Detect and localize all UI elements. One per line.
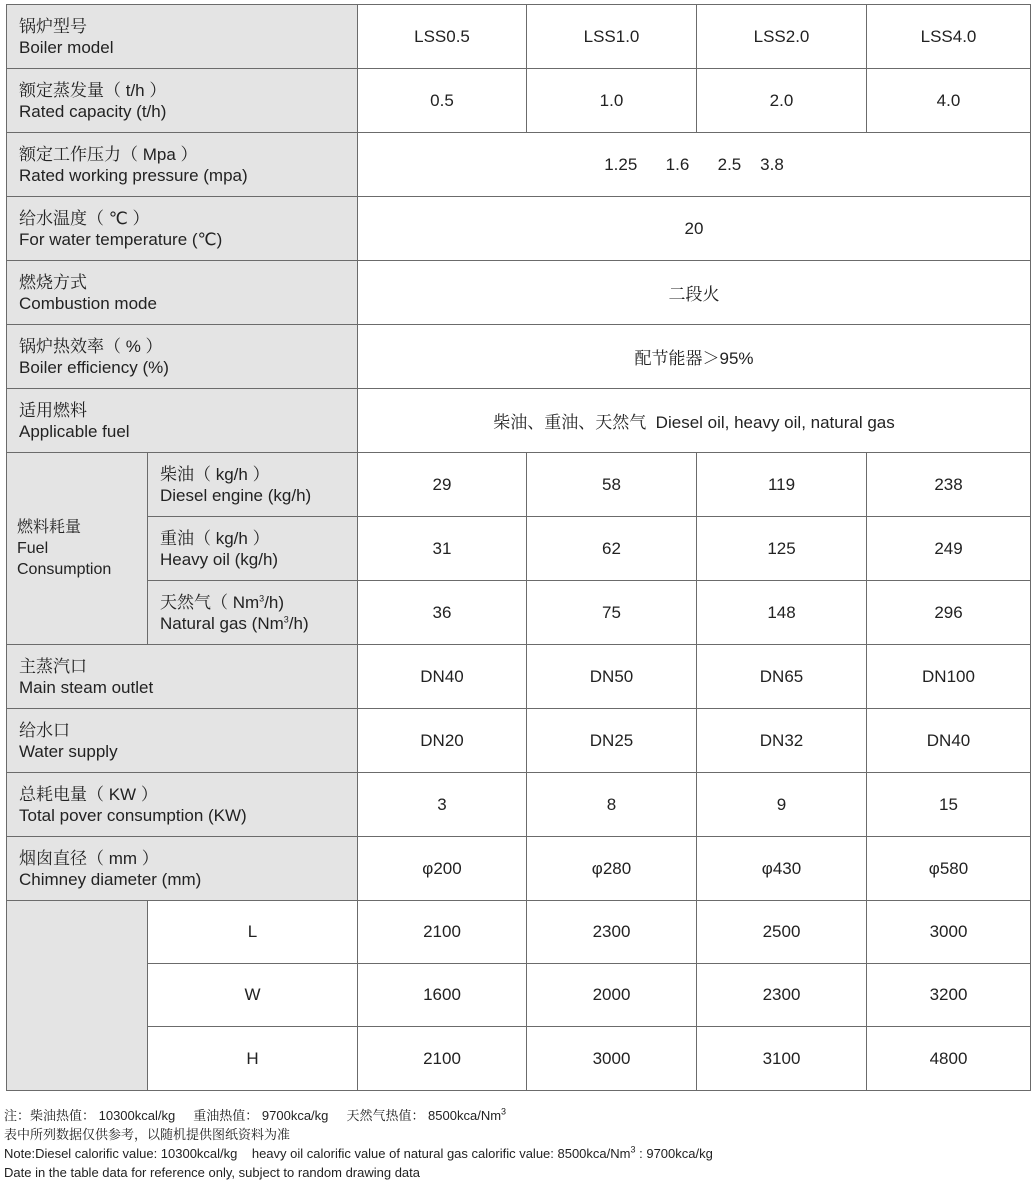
row-water-supply xyxy=(7,709,1031,773)
value-cell: φ580 xyxy=(867,837,1031,901)
value-cell: 3 xyxy=(358,773,527,837)
boiler-spec-table xyxy=(6,4,1031,1091)
sub-label xyxy=(148,453,358,517)
label-en: Consumption xyxy=(17,561,112,578)
label-zh: 额定工作压力（ Mpa ） xyxy=(19,144,198,164)
row-label xyxy=(7,773,358,837)
dimension-label: W xyxy=(148,964,358,1027)
label-zh: 燃料耗量 xyxy=(17,519,82,536)
label-zh: 锅炉热效率（ % ） xyxy=(19,336,163,356)
fuel-value: 柴油、重油、天然气 Diesel oil, heavy oil, natural gas xyxy=(358,389,1031,453)
value-cell: 2100 xyxy=(358,1027,527,1091)
label-zh: 重油（ kg/h ） xyxy=(160,528,270,548)
label-en: Natural gas (Nm$^3$/h) xyxy=(160,613,309,633)
label-zh: 给水温度（ ℃ ） xyxy=(19,208,150,228)
value-cell: 36 xyxy=(358,581,527,645)
value-cell: φ280 xyxy=(527,837,697,901)
label-en: Applicable fuel xyxy=(19,421,130,441)
value-cell: DN100 xyxy=(867,645,1031,709)
value-cell: 2500 xyxy=(697,901,867,964)
label-zh: 柴油（ kg/h ） xyxy=(160,464,270,484)
value-cell: 1.0 xyxy=(527,69,697,133)
row-rated-capacity xyxy=(7,69,1031,133)
value-cell: 2300 xyxy=(527,901,697,964)
row-combustion-mode xyxy=(7,261,1031,325)
label-zh: 给水口 xyxy=(19,720,70,740)
row-chimney-diameter xyxy=(7,837,1031,901)
combustion-value: 二段火 xyxy=(358,261,1031,325)
efficiency-value: 配节能器＞95% xyxy=(358,325,1031,389)
pressure-value: 1.25 1.6 2.5 3.8 xyxy=(358,133,1031,197)
model-cell: LSS0.5 xyxy=(358,5,527,69)
value-cell: 148 xyxy=(697,581,867,645)
note-line-zh-calorific: 注：柴油热值： 10300kcal/kg 重油热值： 9700kca/kg 天然气热值： 8500kca/Nm$^3$ xyxy=(4,1106,507,1123)
value-cell: φ430 xyxy=(697,837,867,901)
row-dimension-w xyxy=(7,964,1031,1027)
value-cell: 15 xyxy=(867,773,1031,837)
value-cell: 3000 xyxy=(867,901,1031,964)
row-label xyxy=(7,389,358,453)
label-en: Combustion mode xyxy=(19,293,157,313)
row-label xyxy=(7,261,358,325)
label-en: Diesel engine (kg/h) xyxy=(160,485,312,505)
label-zh: 额定蒸发量（ t/h ） xyxy=(19,80,167,100)
label-en: Water supply xyxy=(19,741,118,761)
value-cell: 1600 xyxy=(358,964,527,1027)
value-cell: 4800 xyxy=(867,1027,1031,1091)
fuel-consumption-label xyxy=(7,453,148,645)
label-en: Chimney diameter (mm) xyxy=(19,869,202,889)
value-cell: 125 xyxy=(697,517,867,581)
label-zh: 天然气（ Nm$^3$/h) xyxy=(160,592,285,612)
dimension-label: H xyxy=(148,1027,358,1091)
dimension-label: L xyxy=(148,901,358,964)
label-en: Fuel xyxy=(17,540,49,557)
value-cell: 119 xyxy=(697,453,867,517)
row-main-steam-outlet xyxy=(7,645,1031,709)
note-line-en-calorific: Note:Diesel calorific value: 10300kcal/kg heavy oil calorific value of natural gas calorific value: 8500kca/Nm$^3$ : 9700kca/kg xyxy=(4,1144,713,1161)
value-cell: 2100 xyxy=(358,901,527,964)
value-cell: DN40 xyxy=(867,709,1031,773)
value-cell: 29 xyxy=(358,453,527,517)
value-cell: 9 xyxy=(697,773,867,837)
value-cell: 2000 xyxy=(527,964,697,1027)
row-dimension-l xyxy=(7,901,1031,964)
value-cell: DN32 xyxy=(697,709,867,773)
note-line-en-reference: Date in the table data for reference only, subject to random drawing data xyxy=(4,1165,421,1180)
row-fuel-natural-gas xyxy=(7,581,1031,645)
model-cell: LSS4.0 xyxy=(867,5,1031,69)
label-zh: 锅炉型号 xyxy=(19,16,87,36)
row-label xyxy=(7,69,358,133)
label-zh: 烟囱直径（ mm ） xyxy=(19,848,159,868)
row-boiler-efficiency xyxy=(7,325,1031,389)
value-cell: DN65 xyxy=(697,645,867,709)
value-cell: 3000 xyxy=(527,1027,697,1091)
row-fuel-diesel xyxy=(7,453,1031,517)
label-en: Boiler efficiency (%) xyxy=(19,357,169,377)
value-cell: DN25 xyxy=(527,709,697,773)
row-dimension-h xyxy=(7,1027,1031,1091)
row-label xyxy=(7,837,358,901)
row-total-power xyxy=(7,773,1031,837)
model-cell: LSS1.0 xyxy=(527,5,697,69)
row-fuel-heavy-oil xyxy=(7,517,1031,581)
water-temp-value: 20 xyxy=(358,197,1031,261)
label-zh: 主蒸汽口 xyxy=(19,656,87,676)
sub-label xyxy=(148,581,358,645)
value-cell: 4.0 xyxy=(867,69,1031,133)
value-cell: DN20 xyxy=(358,709,527,773)
row-label xyxy=(7,325,358,389)
label-zh: 燃烧方式 xyxy=(19,272,87,292)
label-en: Rated capacity (t/h) xyxy=(19,101,167,121)
label-en: Heavy oil (kg/h) xyxy=(160,549,279,569)
label-zh: 总耗电量（ KW ） xyxy=(19,784,158,804)
value-cell: 8 xyxy=(527,773,697,837)
dimensions-blank-cell xyxy=(7,901,148,1091)
label-en: Rated working pressure (mpa) xyxy=(19,165,248,185)
value-cell: 3200 xyxy=(867,964,1031,1027)
value-cell: 62 xyxy=(527,517,697,581)
value-cell: 0.5 xyxy=(358,69,527,133)
row-label xyxy=(7,709,358,773)
value-cell: 31 xyxy=(358,517,527,581)
value-cell: 58 xyxy=(527,453,697,517)
value-cell: DN40 xyxy=(358,645,527,709)
note-line-zh-reference: 表中所列数据仅供参考，以随机提供图纸资料为准 xyxy=(4,1127,291,1142)
row-water-temperature xyxy=(7,197,1031,261)
table-notes xyxy=(4,1106,1032,1182)
value-cell: 2300 xyxy=(697,964,867,1027)
label-en: Total pover consumption (KW) xyxy=(19,805,247,825)
row-label xyxy=(7,645,358,709)
row-label xyxy=(7,5,358,69)
label-en: Main steam outlet xyxy=(19,677,154,697)
model-cell: LSS2.0 xyxy=(697,5,867,69)
value-cell: 296 xyxy=(867,581,1031,645)
label-en: For water temperature (℃) xyxy=(19,229,223,249)
sub-label xyxy=(148,517,358,581)
row-label xyxy=(7,133,358,197)
value-cell: 75 xyxy=(527,581,697,645)
value-cell: φ200 xyxy=(358,837,527,901)
row-applicable-fuel xyxy=(7,389,1031,453)
value-cell: 2.0 xyxy=(697,69,867,133)
label-en: Boiler model xyxy=(19,37,114,57)
label-zh: 适用燃料 xyxy=(19,400,87,420)
value-cell: 238 xyxy=(867,453,1031,517)
value-cell: DN50 xyxy=(527,645,697,709)
row-working-pressure xyxy=(7,133,1031,197)
row-boiler-model xyxy=(7,5,1031,69)
value-cell: 3100 xyxy=(697,1027,867,1091)
row-label xyxy=(7,197,358,261)
value-cell: 249 xyxy=(867,517,1031,581)
